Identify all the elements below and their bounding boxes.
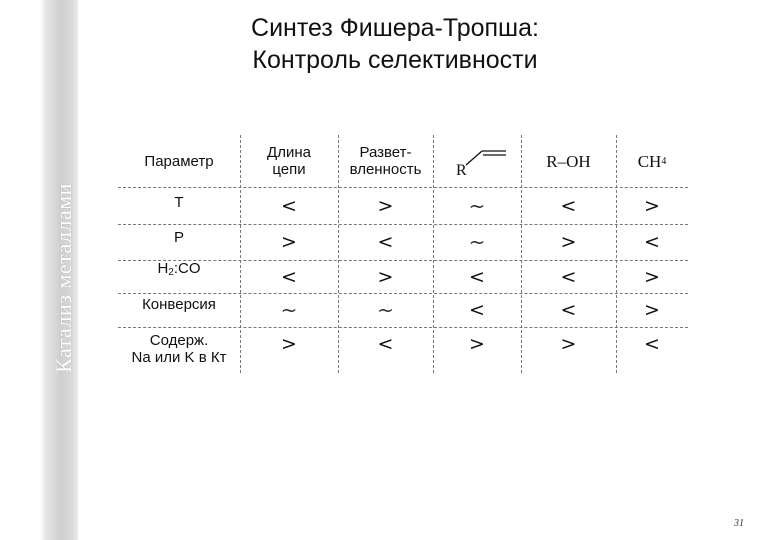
cell-value: <: [281, 265, 297, 288]
page-number: 31: [734, 518, 744, 529]
header-methane: [616, 135, 688, 187]
cell-value: >: [377, 194, 394, 217]
header-chain-length: [240, 135, 338, 187]
row-param-conversion: Конверсия: [142, 295, 216, 313]
olefin-bond: [466, 151, 482, 165]
row-param-alkali-line2: Na или K в Кт: [131, 349, 227, 366]
row-param-h2co-text: $H_2:CO$: [157, 259, 201, 278]
olefin-r-label: R: [456, 162, 467, 179]
cell-value: ~: [280, 298, 298, 322]
cell-value: >: [644, 194, 660, 217]
cell-value: <: [644, 333, 660, 355]
row-param-p: P: [173, 228, 184, 246]
header-branch-line1: Развет-: [359, 144, 412, 161]
row-param-t: T: [174, 193, 184, 211]
cell-value: >: [281, 231, 297, 253]
slide-title: [180, 12, 610, 76]
cell-value: >: [560, 333, 577, 355]
row-param-alkali-line1: Содерж.: [149, 332, 209, 349]
row-param-alkali-content: [118, 329, 240, 369]
title-line-2: Контроль селективности: [252, 46, 538, 74]
cell-value: <: [281, 194, 297, 217]
cell-value: >: [560, 231, 577, 253]
cell-value: >: [469, 333, 485, 355]
title-line-1: Синтез Фишера-Тропша:: [251, 14, 539, 42]
cell-value: ~: [377, 298, 394, 322]
cell-value: <: [377, 333, 394, 355]
row-param-h2-co: [118, 260, 240, 280]
cell-value: <: [377, 231, 394, 253]
cell-value: <: [560, 265, 577, 288]
header-chain-line2: цепи: [272, 161, 306, 178]
vertical-section-title: Катализ металлами: [51, 183, 76, 373]
cell-value: >: [281, 333, 297, 355]
header-branch-line2: вленность: [349, 161, 422, 178]
cell-value: >: [644, 299, 660, 321]
header-olefin: [433, 135, 521, 187]
olefin-structure-icon: [442, 139, 512, 183]
header-alcohol: R–OH: [546, 151, 591, 171]
cell-value: ~: [468, 193, 486, 218]
subscript-digit: 2: [168, 266, 174, 278]
header-branching: [338, 135, 433, 187]
cell-value: <: [644, 231, 660, 253]
header-parameter: Параметр: [144, 152, 214, 170]
cell-value: <: [560, 299, 577, 321]
cell-value: ~: [468, 230, 486, 254]
cell-value: >: [377, 265, 394, 288]
cell-value: <: [469, 265, 485, 288]
header-methane-main: CH: [637, 151, 662, 171]
cell-value: <: [469, 299, 485, 321]
cell-value: >: [644, 265, 660, 288]
selectivity-table: [118, 135, 688, 373]
cell-value: <: [560, 194, 577, 217]
header-methane-sub: 4: [661, 155, 667, 167]
header-chain-line1: Длина: [267, 144, 311, 161]
